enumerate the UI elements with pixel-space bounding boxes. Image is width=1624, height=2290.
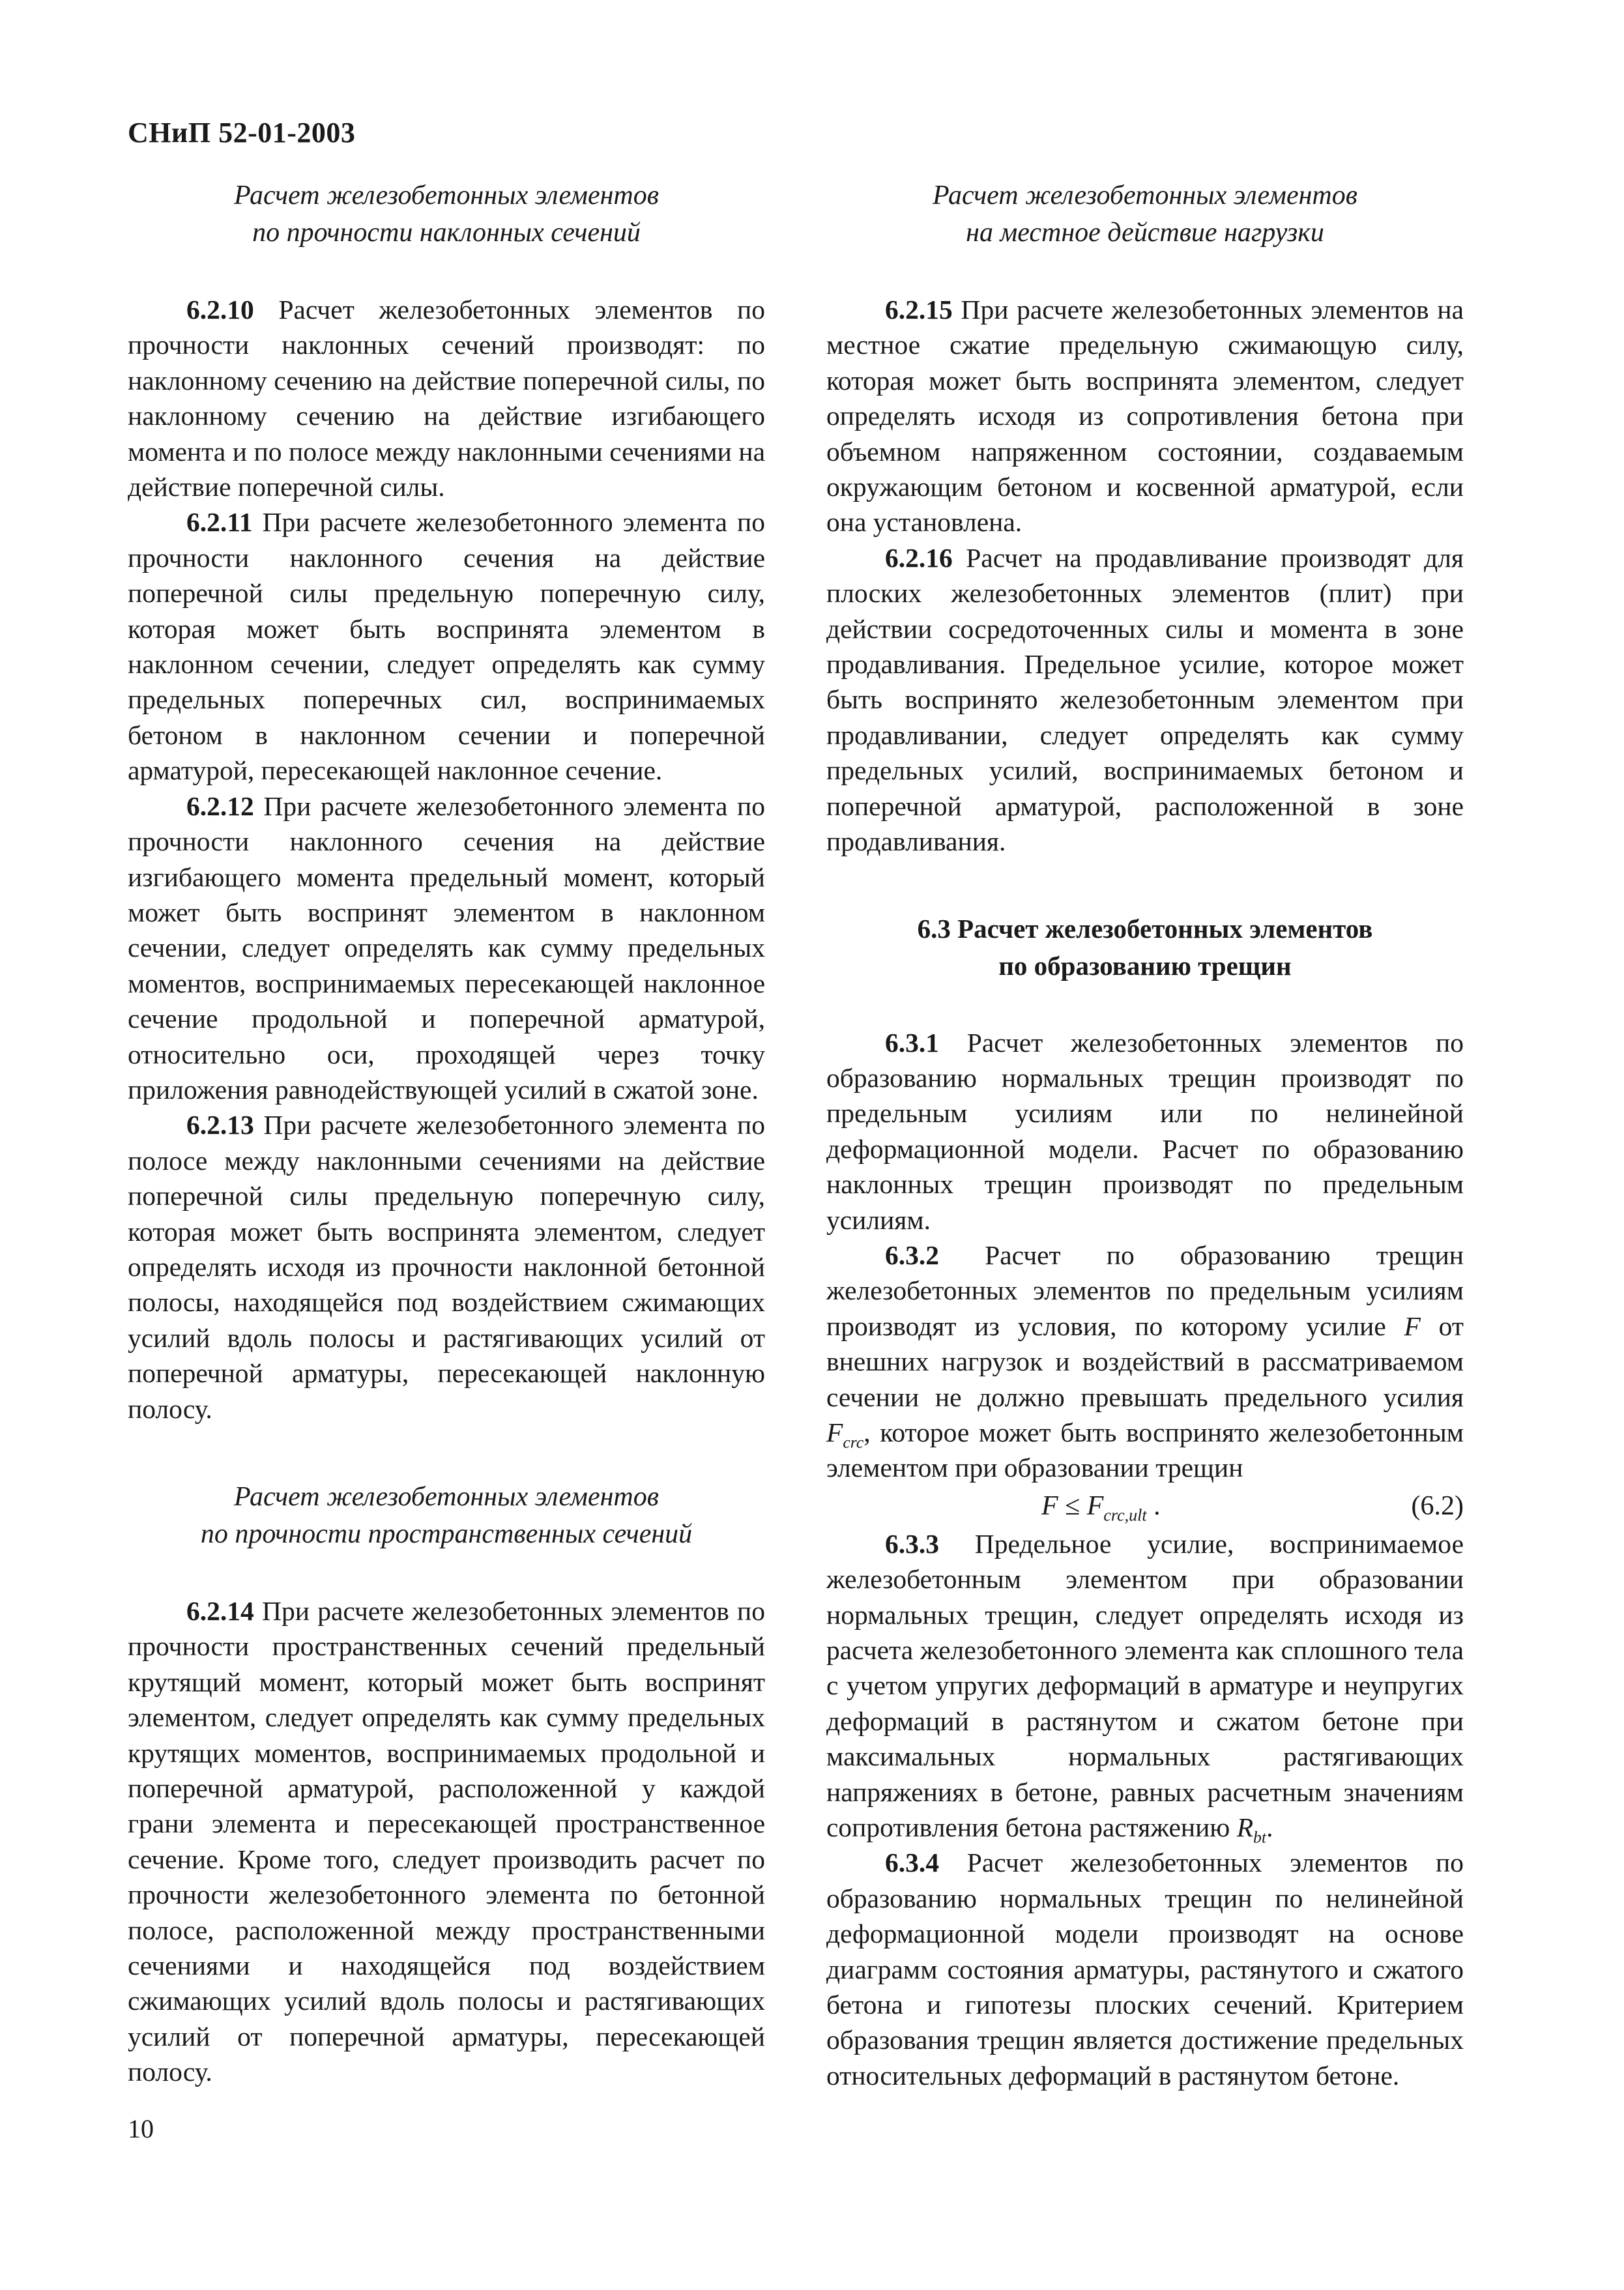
clause-6-3-1 — [826, 1025, 1464, 1238]
heading-line: на местное действие нагрузки — [966, 218, 1324, 248]
clause-number: 6.3.3 — [885, 1528, 939, 1559]
clause-text: Расчет на продавливание производят для плоских железобетонных элементов (плит) при действии сосредоточенных силы и момента в зоне продавливания. Предельное усилие, которое может быть воспринято железобетонным элементом при продавливании, следует определять как сумму предельных усилий, воспринимаемых бетоном и поперечной арматурой, расположенной в зоне продавливания. — [826, 542, 1464, 857]
heading-line: Расчет железобетонных элементов — [233, 1482, 659, 1512]
variable-r: R — [1236, 1812, 1254, 1843]
clause-text: . — [1266, 1812, 1273, 1843]
clause-6-2-14 — [128, 1593, 765, 2090]
heading-line: по прочности наклонных сечений — [252, 218, 641, 248]
clause-number: 6.3.1 — [885, 1027, 939, 1058]
heading-line: 6.3 Расчет железобетонных элементов — [917, 913, 1373, 944]
variable-f-crc: F — [826, 1417, 843, 1447]
clause-number: 6.2.12 — [186, 790, 254, 821]
subsection-heading-spatial-sections — [128, 1479, 765, 1553]
clause-text: При расчете железобетонных элементов на местное сжатие предельную сжимающую силу, которая может быть воспринята элементом, следует определять исходя из сопротивления бетона при объемном напряженном состоянии, создаваемым окружающим бетоном и косвенной арматурой, если она установлена. — [826, 295, 1464, 538]
formula-subscript: crc,ult — [1103, 1505, 1147, 1525]
formula-operator: ≤ — [1058, 1490, 1087, 1521]
heading-line: Расчет железобетонных элементов — [233, 181, 659, 210]
left-column — [128, 177, 765, 2090]
heading-line: по образованию трещин — [998, 950, 1292, 981]
clause-text: При расчете железобетонного элемента по полосе между наклонными сечениями на действие поперечной силы предельную поперечную силу, которая может быть воспринята элементом, следует определять исходя из прочности наклонной бетонной полосы, находящейся под воздействием сжимающих усилий вдоль полосы и растягивающих усилий от поперечной арматуры, пересекающей наклонную полосу. — [128, 1110, 765, 1424]
formula-lhs: F — [1041, 1490, 1058, 1521]
formula-number: (6.2) — [1411, 1490, 1464, 1521]
clause-text: Расчет по образованию трещин железобетонных элементов по предельным усилиям производят из условия, по которому усилие — [826, 1239, 1464, 1341]
clause-number: 6.2.10 — [186, 295, 254, 325]
formula-6-2 — [826, 1487, 1464, 1525]
clause-text: При расчете железобетонного элемента по прочности наклонного сечения на действие поперечной силы предельную поперечную силу, которая может быть воспринята элементом в наклонном сечении, следует определять как сумму предельных поперечных сил, воспринимаемых бетоном в наклонном сечении и поперечной арматурой, пересекающей наклонное сечение. — [128, 507, 765, 786]
clause-6-3-2 — [826, 1238, 1464, 1486]
page-number: 10 — [128, 2114, 154, 2143]
formula-expression — [1041, 1487, 1161, 1525]
variable-f: F — [1404, 1311, 1421, 1341]
clause-number: 6.2.15 — [885, 295, 953, 325]
subscript-crc: crc — [843, 1432, 864, 1452]
clause-number: 6.2.13 — [186, 1110, 254, 1140]
subsection-heading-local-load — [826, 177, 1464, 252]
document-code: СНиП 52-01-2003 — [128, 117, 356, 149]
clause-6-2-12 — [128, 789, 765, 1108]
clause-6-2-10 — [128, 292, 765, 504]
clause-text: Расчет железобетонных элементов по прочности наклонных сечений производят: по наклонному сечению на действие поперечной силы, по наклонному сечению на действие изгибающего момента и по полосе между наклонными сечениями на действие поперечной силы. — [128, 295, 765, 502]
clause-6-3-4 — [826, 1845, 1464, 2093]
clause-number: 6.2.16 — [885, 542, 953, 573]
section-heading-6-3 — [826, 910, 1464, 985]
clause-text: от внешних нагрузок и воздействий в рассматриваемом сечении не должно превышать предельного усилия — [826, 1311, 1464, 1412]
clause-6-3-3 — [826, 1526, 1464, 1846]
heading-line: Расчет железобетонных элементов — [932, 181, 1357, 210]
clause-6-2-16 — [826, 540, 1464, 860]
clause-text: Предельное усилие, воспринимаемое железобетонным элементом при образовании нормальных трещин, следует определять исходя из расчета железобетонного элемента как сплошного тела с учетом упругих деформаций в арматуре и неупругих деформаций в растянутом и сжатом бетоне при максимальных нормальных растягивающих напряжениях в бетоне, равных расчетным значениям сопротивления бетона растяжению — [826, 1528, 1464, 1843]
clause-number: 6.2.14 — [186, 1596, 254, 1626]
right-column — [826, 177, 1464, 2093]
formula-tail: . — [1146, 1490, 1161, 1521]
subscript-bt: bt — [1253, 1827, 1267, 1847]
clause-number: 6.2.11 — [186, 507, 253, 538]
subsection-heading-inclined-sections — [128, 177, 765, 252]
clause-text: Расчет железобетонных элементов по образованию нормальных трещин по нелинейной деформационной модели производят на основе диаграмм состояния арматуры, растянутого и сжатого бетона и гипотезы плоских сечений. Критерием образования трещин является достижение предельных относительных деформаций в растянутом бетоне. — [826, 1848, 1464, 2091]
clause-6-2-15 — [826, 292, 1464, 540]
clause-text: Расчет железобетонных элементов по образованию нормальных трещин производят по предельным усилиям или по нелинейной деформационной модели. Расчет по образованию наклонных трещин производят по предельным усилиям. — [826, 1027, 1464, 1235]
clause-text: При расчете железобетонных элементов по прочности пространственных сечений предельный крутящий момент, который может быть воспринят элементом, следует определять как сумму предельных крутящих моментов, воспринимаемых продольной и поперечной арматурой, расположенной у каждой грани элемента и пересекающей пространственное сечение. Кроме того, следует производить расчет по прочности железобетонного элемента по бетонной полосе, расположенной между пространственными сечениями и находящейся под воздействием сжимающих усилий вдоль полосы и растягивающих усилий от поперечной арматуры, пересекающей полосу. — [128, 1596, 765, 2087]
clause-number: 6.3.2 — [885, 1239, 939, 1270]
clause-text: , которое может быть воспринято железобетонным элементом при образовании трещин — [826, 1417, 1464, 1483]
formula-rhs: F — [1086, 1490, 1104, 1521]
clause-6-2-11 — [128, 504, 765, 788]
clause-number: 6.3.4 — [885, 1848, 939, 1878]
clause-6-2-13 — [128, 1107, 765, 1427]
heading-line: по прочности пространственных сечений — [200, 1519, 693, 1549]
clause-text: При расчете железобетонного элемента по прочности наклонного сечения на действие изгибающего момента предельный момент, который может быть воспринят элементом в наклонном сечении, следует определять как сумму предельных моментов, воспринимаемых пересекающей наклонное сечение продольной и поперечной арматурой, относительно оси, проходящей через точку приложения равнодействующей усилий в сжатой зоне. — [128, 790, 765, 1105]
